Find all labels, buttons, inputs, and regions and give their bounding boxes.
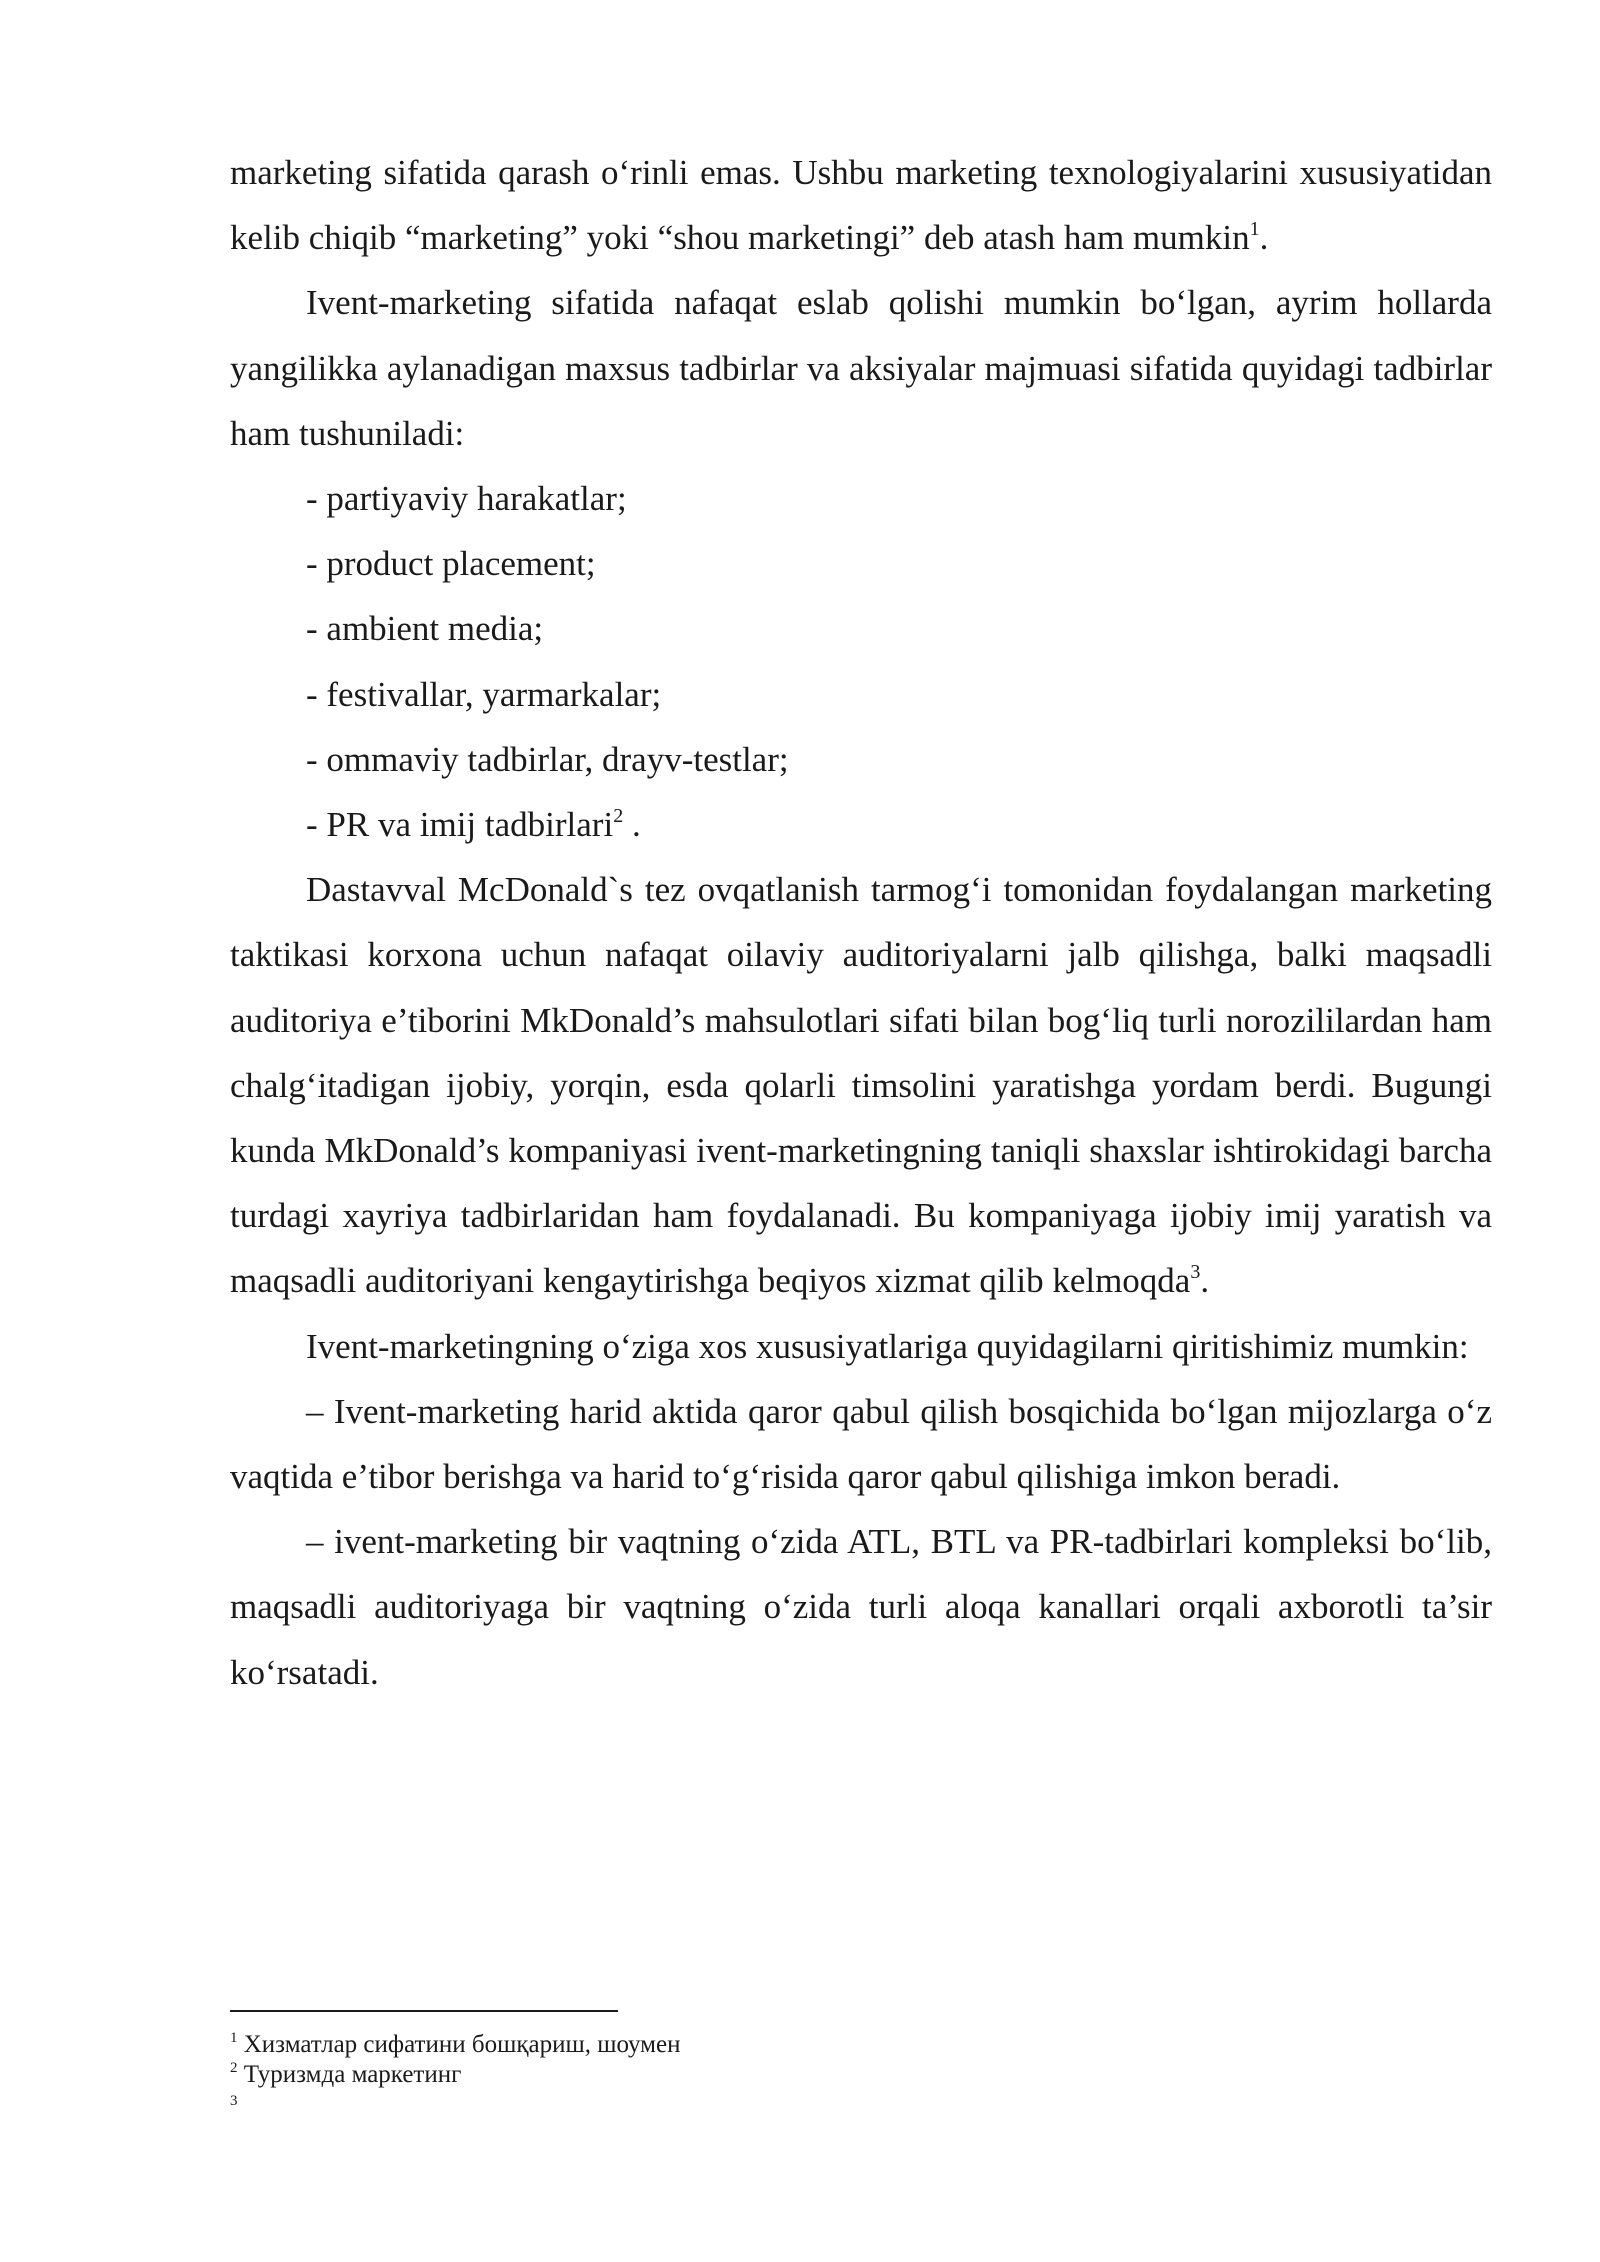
footnote-ref-2[interactable]: 2 [613,805,624,828]
paragraph-3 [230,857,1492,1313]
paragraph-2: Ivent-marketing sifatida nafaqat eslab qolishi mumkin bo‘lgan, ayrim hollarda yangilikka aylanadigan maxsus tadbirlar va aksiyalar majmuasi sifatida quyidagi tadbirlar ham tushuniladi: [230,283,1492,453]
paragraph-3-tail: . [1200,1261,1210,1301]
paragraph-5: – Ivent-marketing harid aktida qaror qabul qilish bosqichida bo‘lgan mijozlarga o‘z vaqtida e’tibor berishga va harid to‘g‘risida qaror qabul qilishiga imkon beradi. [230,1391,1492,1497]
footnote-1 [230,2030,1492,2060]
footnote-ref-1[interactable]: 1 [1249,218,1260,241]
list-item: - festivallar, yarmarkalar; [306,674,662,714]
footnote-separator [230,2010,618,2012]
footnote-text: Хизматлар сифатини бошқариш, шоумен [243,2031,681,2058]
list-item-text: - PR va imij tadbirlari [306,805,614,845]
paragraph-1 [230,140,1492,270]
footnotes-section [230,2010,1492,2112]
list-item: - partiyaviy harakatlar; [306,479,627,519]
list-item [230,792,1492,857]
event-types-list [230,466,1492,857]
paragraph-1-text: marketing sifatida qarash o‘rinli emas. Ushbu marketing texnologiyalarini xususiyatidan kelib chiqib “marketing” yoki “shou marketingi” deb atash ham mumkin [230,153,1492,258]
footnote-number: 2 [230,2060,238,2076]
list-item: - ambient media; [306,609,544,649]
footnote-2 [230,2060,1492,2090]
list-item: - ommaviy tadbirlar, drayv-testlar; [306,739,789,779]
list-item: - product placement; [306,544,596,584]
paragraph-4: Ivent-marketingning o‘ziga xos xususiyatlariga quyidagilarni qiritishimiz mumkin: [306,1326,1469,1366]
footnote-ref-3[interactable]: 3 [1190,1261,1201,1284]
paragraph-6: – ivent-marketing bir vaqtning o‘zida ATL, BTL va PR-tadbirlari kompleksi bo‘lib, maqsadli auditoriyaga bir vaqtning o‘zida turli aloqa kanallari orqali axborotli ta’sir ko‘rsatadi. [230,1522,1492,1692]
footnote-text: Туризмда маркетинг [243,2061,462,2088]
footnote-number: 1 [230,2030,238,2046]
document-body [230,140,1492,1705]
footnote-3 [230,2090,1492,2112]
footnote-number: 3 [230,2093,238,2109]
paragraph-1-tail: . [1259,218,1269,258]
paragraph-3-text: Dastavval McDonald`s tez ovqatlanish tarmog‘i tomonidan foydalangan marketing taktikasi korxona uchun nafaqat oilaviy auditoriyalarni jalb qilishga, balki maqsadli auditoriya e’tiborini MkDonald’s mahsulotlari sifati bilan bog‘liq turli norozililardan ham chalg‘itadigan ijobiy, yorqin, esda qolarli timsolini yaratishga yordam berdi. Bugungi kunda MkDonald’s kompaniyasi ivent-marketingning taniqli shaxslar ishtirokidagi barcha turdagi xayriya tadbirlaridan ham foydalanadi. Bu kompaniyaga ijobiy imij yaratish va maqsadli auditoriyani kengaytirishga beqiyos xizmat qilib kelmoqda [230,870,1492,1301]
list-item-tail: . [623,805,641,845]
